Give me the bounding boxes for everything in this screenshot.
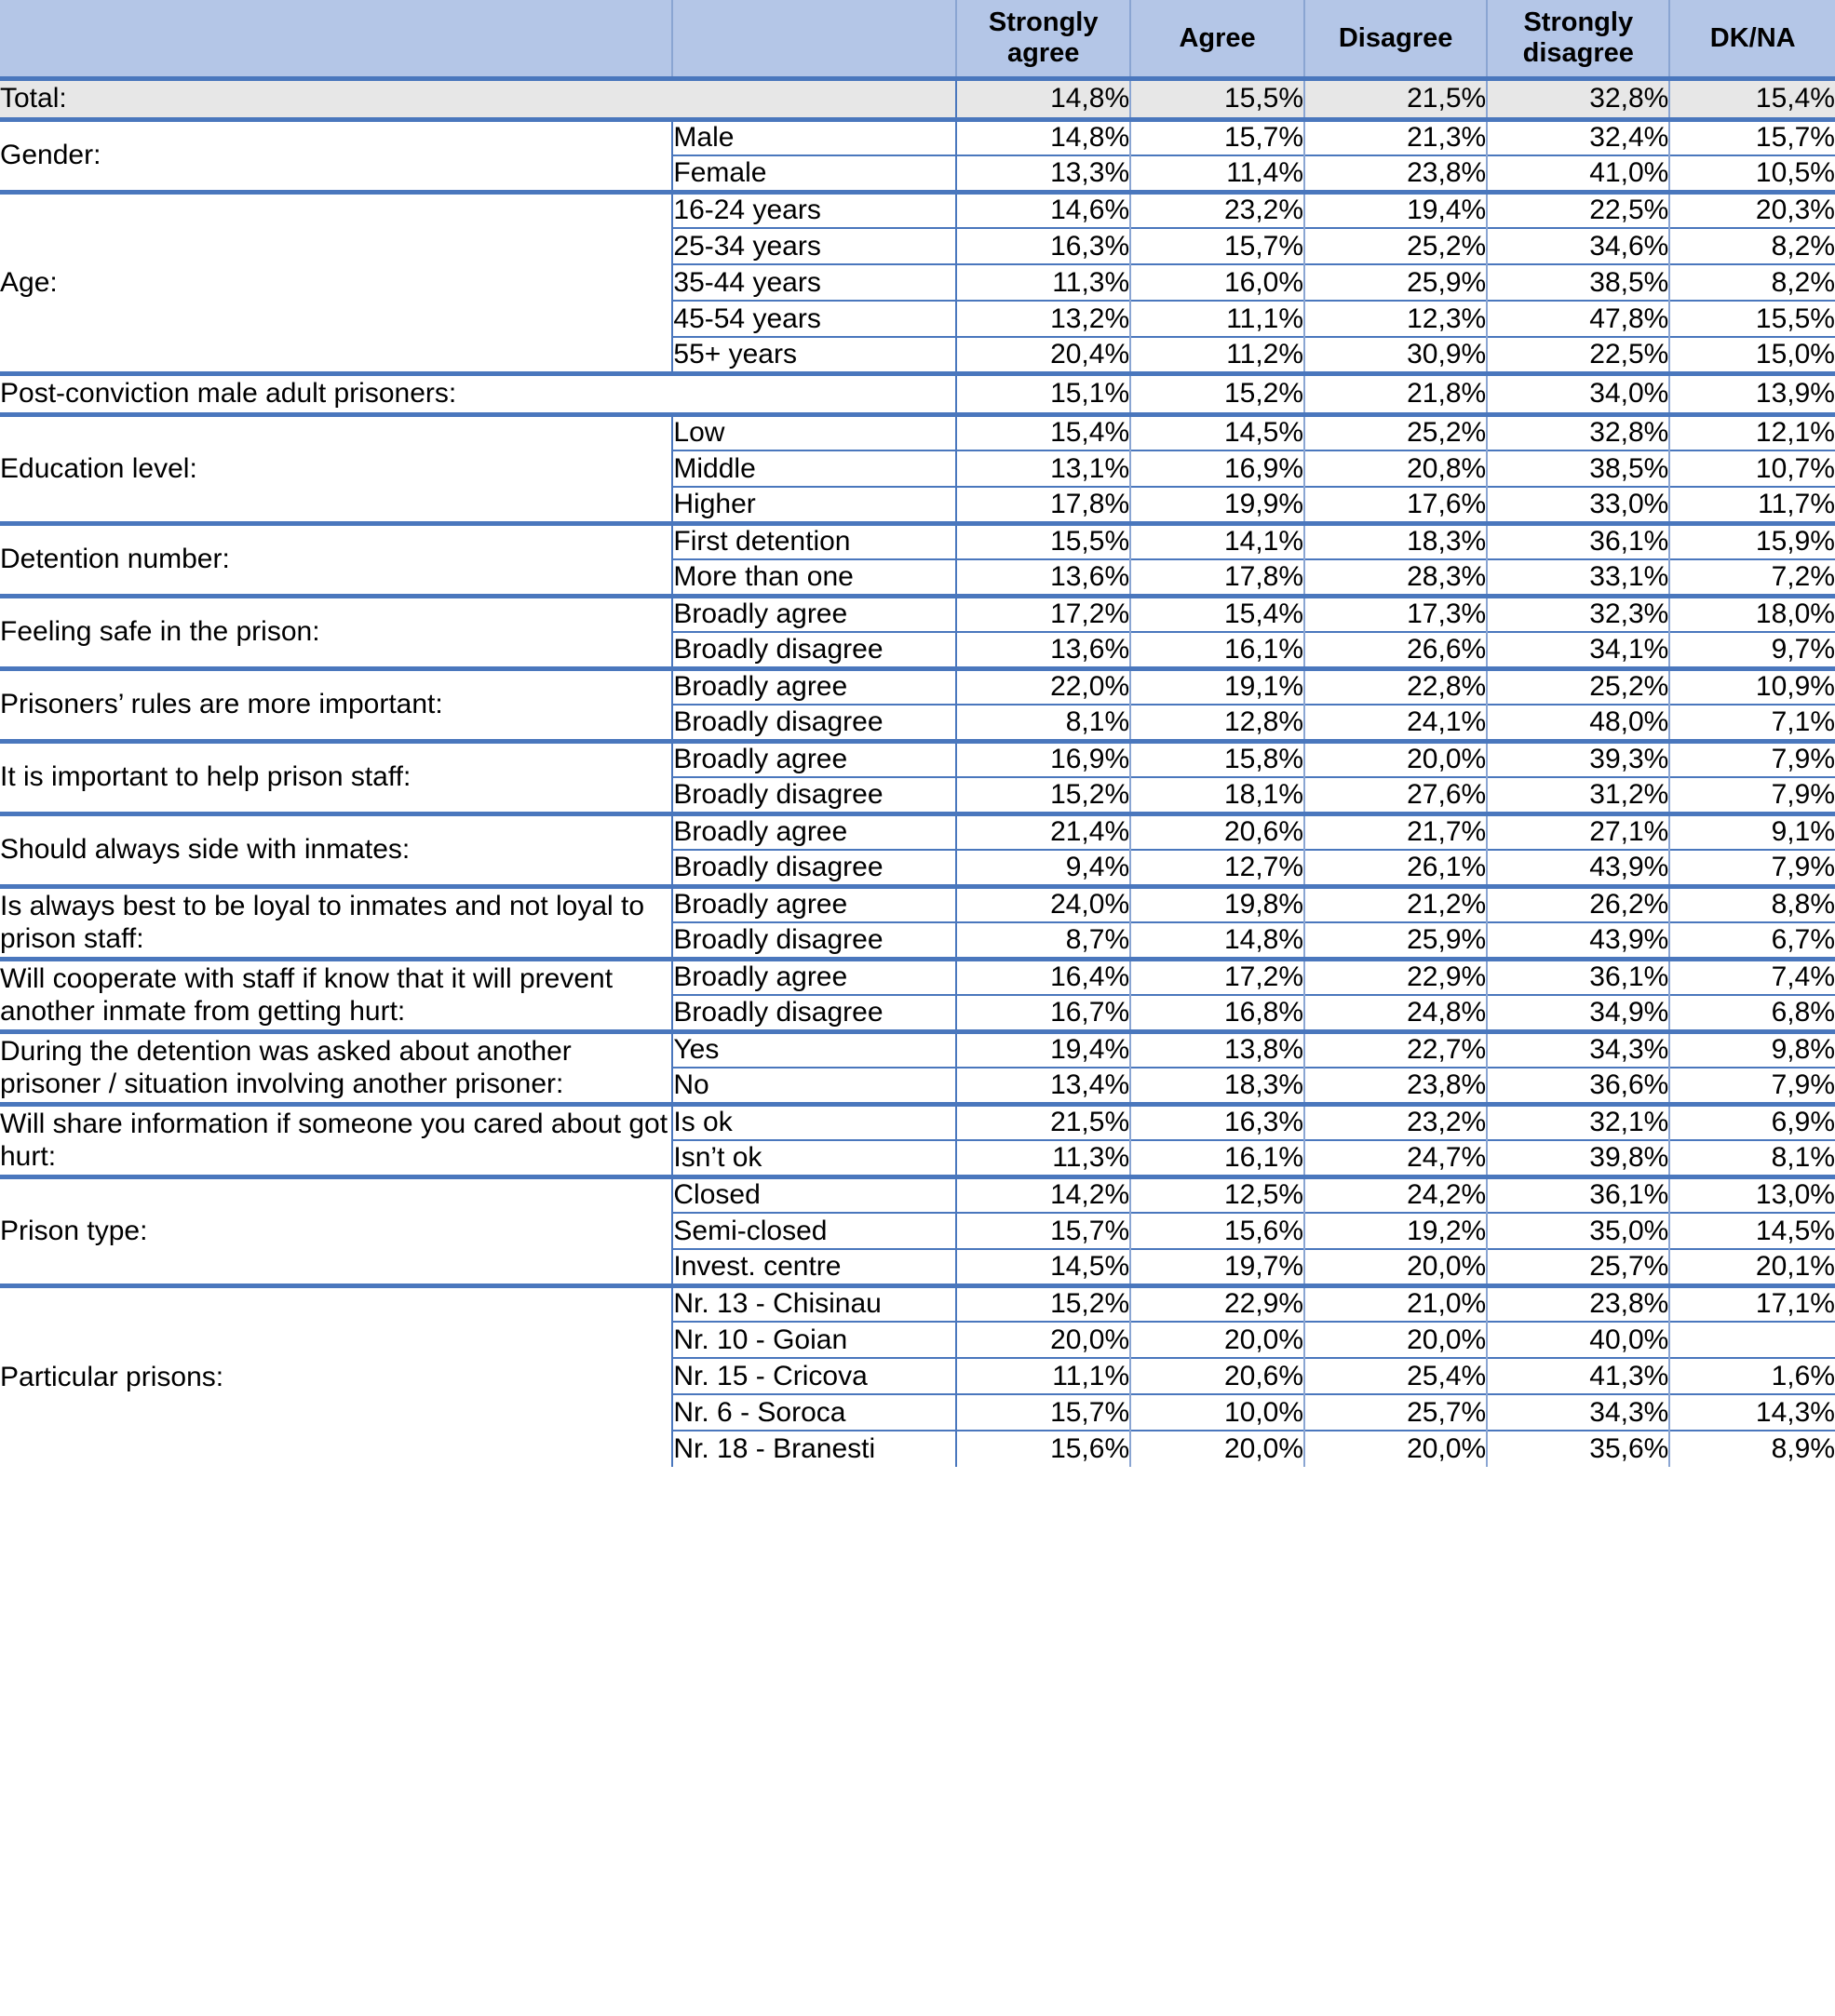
data-cell: 16,3%: [956, 228, 1130, 264]
data-cell: 11,1%: [956, 1358, 1130, 1394]
table-row: [0, 523, 1835, 559]
subcategory-label: Semi-closed: [672, 1213, 956, 1249]
subcategory-label: 35-44 years: [672, 264, 956, 301]
data-cell: 39,8%: [1487, 1140, 1669, 1176]
subcategory-label: Broadly disagree: [672, 995, 956, 1031]
table-row: [0, 119, 1835, 155]
data-cell: 15,7%: [956, 1213, 1130, 1249]
data-cell: 14,6%: [956, 192, 1130, 228]
data-cell: 17,3%: [1304, 596, 1487, 632]
data-cell: 16,8%: [1130, 995, 1304, 1031]
data-cell: 19,2%: [1304, 1213, 1487, 1249]
subcategory-label: Higher: [672, 487, 956, 523]
data-cell: 17,2%: [1130, 959, 1304, 995]
data-cell: 25,2%: [1304, 228, 1487, 264]
subcategory-label: First detention: [672, 523, 956, 559]
data-cell: 17,1%: [1669, 1285, 1835, 1322]
group-label: Is always best to be loyal to inmates and not loyal to prison staff:: [0, 886, 672, 959]
table-row: [0, 1176, 1835, 1213]
data-cell: 21,8%: [1304, 373, 1487, 414]
data-cell: 40,0%: [1487, 1322, 1669, 1358]
data-cell: 22,9%: [1130, 1285, 1304, 1322]
data-cell: 25,2%: [1304, 414, 1487, 450]
data-cell: 20,6%: [1130, 813, 1304, 850]
header-strongly-agree: Strongly agree: [956, 0, 1130, 78]
group-label: Age:: [0, 192, 672, 373]
table-row: [0, 741, 1835, 777]
data-cell: 6,9%: [1669, 1104, 1835, 1140]
data-cell: 19,7%: [1130, 1249, 1304, 1285]
subcategory-label: Middle: [672, 450, 956, 487]
data-cell: 10,9%: [1669, 668, 1835, 705]
data-cell: 19,4%: [1304, 192, 1487, 228]
data-cell: 23,8%: [1304, 1068, 1487, 1104]
subcategory-label: Male: [672, 119, 956, 155]
data-cell: 32,3%: [1487, 596, 1669, 632]
data-cell: 25,7%: [1304, 1394, 1487, 1431]
data-cell: 15,5%: [956, 523, 1130, 559]
data-cell: 7,9%: [1669, 850, 1835, 886]
data-cell: 15,2%: [956, 777, 1130, 813]
data-cell: 14,8%: [956, 78, 1130, 119]
header-row: [0, 0, 1835, 78]
data-cell: 14,5%: [956, 1249, 1130, 1285]
data-cell: 15,5%: [1130, 78, 1304, 119]
data-cell: 20,0%: [1304, 1322, 1487, 1358]
table-body: [0, 78, 1835, 1467]
group-label: It is important to help prison staff:: [0, 741, 672, 813]
data-cell: 36,1%: [1487, 959, 1669, 995]
data-cell: 43,9%: [1487, 850, 1669, 886]
data-cell: 26,1%: [1304, 850, 1487, 886]
data-cell: 15,4%: [1130, 596, 1304, 632]
table-row: [0, 886, 1835, 922]
data-cell: 39,3%: [1487, 741, 1669, 777]
data-cell: 12,5%: [1130, 1176, 1304, 1213]
data-cell: 20,4%: [956, 337, 1130, 373]
subcategory-label: Nr. 6 - Soroca: [672, 1394, 956, 1431]
data-cell: 20,1%: [1669, 1249, 1835, 1285]
data-cell: 17,8%: [1130, 559, 1304, 596]
data-cell: 15,0%: [1669, 337, 1835, 373]
group-label: Will cooperate with staff if know that it will prevent another inmate from getting hurt:: [0, 959, 672, 1031]
data-cell: 16,9%: [1130, 450, 1304, 487]
data-cell: 21,5%: [956, 1104, 1130, 1140]
data-cell: 8,2%: [1669, 264, 1835, 301]
data-cell: 12,3%: [1304, 301, 1487, 337]
subcategory-label: Broadly disagree: [672, 777, 956, 813]
data-cell: 47,8%: [1487, 301, 1669, 337]
data-cell: 20,6%: [1130, 1358, 1304, 1394]
data-cell: 24,1%: [1304, 705, 1487, 741]
data-cell: 10,0%: [1130, 1394, 1304, 1431]
group-label: Particular prisons:: [0, 1285, 672, 1467]
data-cell: 13,2%: [956, 301, 1130, 337]
data-cell: 19,9%: [1130, 487, 1304, 523]
data-cell: 8,8%: [1669, 886, 1835, 922]
data-cell: 15,6%: [1130, 1213, 1304, 1249]
data-cell: 27,6%: [1304, 777, 1487, 813]
data-cell: 33,1%: [1487, 559, 1669, 596]
data-cell: 7,2%: [1669, 559, 1835, 596]
data-cell: 27,1%: [1487, 813, 1669, 850]
header-disagree: Disagree: [1304, 0, 1487, 78]
data-cell: 16,3%: [1130, 1104, 1304, 1140]
data-cell: 14,5%: [1669, 1213, 1835, 1249]
data-cell: 22,5%: [1487, 337, 1669, 373]
subcategory-label: 25-34 years: [672, 228, 956, 264]
data-cell: 8,7%: [956, 922, 1130, 959]
data-cell: 34,3%: [1487, 1031, 1669, 1068]
data-cell: 20,0%: [956, 1322, 1130, 1358]
data-cell: 12,1%: [1669, 414, 1835, 450]
table-header: [0, 0, 1835, 78]
data-cell: 19,1%: [1130, 668, 1304, 705]
data-cell: 15,7%: [1130, 119, 1304, 155]
data-cell: 30,9%: [1304, 337, 1487, 373]
group-label: During the detention was asked about another prisoner / situation involving another prisoner:: [0, 1031, 672, 1104]
data-cell: 25,2%: [1487, 668, 1669, 705]
data-cell: 38,5%: [1487, 450, 1669, 487]
data-cell: 8,2%: [1669, 228, 1835, 264]
data-cell: 17,6%: [1304, 487, 1487, 523]
data-cell: 36,6%: [1487, 1068, 1669, 1104]
data-cell: 11,7%: [1669, 487, 1835, 523]
header-dk-na: DK/NA: [1669, 0, 1835, 78]
data-cell: 11,3%: [956, 1140, 1130, 1176]
data-cell: 21,0%: [1304, 1285, 1487, 1322]
data-cell: 16,0%: [1130, 264, 1304, 301]
group-label: Post-conviction male adult prisoners:: [0, 373, 956, 414]
subcategory-label: 45-54 years: [672, 301, 956, 337]
data-cell: 7,1%: [1669, 705, 1835, 741]
data-cell: 23,8%: [1487, 1285, 1669, 1322]
group-label: Total:: [0, 78, 956, 119]
data-cell: 41,3%: [1487, 1358, 1669, 1394]
subcategory-label: Female: [672, 155, 956, 192]
subcategory-label: Nr. 13 - Chisinau: [672, 1285, 956, 1322]
data-cell: 17,2%: [956, 596, 1130, 632]
group-label: Prisoners’ rules are more important:: [0, 668, 672, 741]
data-cell: 38,5%: [1487, 264, 1669, 301]
data-cell: 32,4%: [1487, 119, 1669, 155]
data-cell: 12,8%: [1130, 705, 1304, 741]
data-cell: 23,2%: [1130, 192, 1304, 228]
data-cell: 41,0%: [1487, 155, 1669, 192]
subcategory-label: Broadly disagree: [672, 850, 956, 886]
data-cell: 15,8%: [1130, 741, 1304, 777]
data-cell: 10,5%: [1669, 155, 1835, 192]
table-row: [0, 668, 1835, 705]
subcategory-label: Invest. centre: [672, 1249, 956, 1285]
table-row: [0, 192, 1835, 228]
data-cell: 18,3%: [1130, 1068, 1304, 1104]
data-cell: 32,1%: [1487, 1104, 1669, 1140]
data-cell: 8,9%: [1669, 1431, 1835, 1467]
table-row: [0, 373, 1835, 414]
data-cell: 36,1%: [1487, 523, 1669, 559]
data-cell: 25,9%: [1304, 922, 1487, 959]
data-cell: 21,2%: [1304, 886, 1487, 922]
data-cell: 36,1%: [1487, 1176, 1669, 1213]
subcategory-label: Isn’t ok: [672, 1140, 956, 1176]
data-cell: 21,5%: [1304, 78, 1487, 119]
data-cell: 20,0%: [1130, 1431, 1304, 1467]
data-cell: 7,9%: [1669, 1068, 1835, 1104]
table-row: [0, 1285, 1835, 1322]
data-cell: 11,1%: [1130, 301, 1304, 337]
data-cell: 15,7%: [956, 1394, 1130, 1431]
data-cell: 34,9%: [1487, 995, 1669, 1031]
data-cell: 24,8%: [1304, 995, 1487, 1031]
group-label: Education level:: [0, 414, 672, 523]
subcategory-label: Broadly agree: [672, 886, 956, 922]
data-cell: 14,8%: [956, 119, 1130, 155]
data-cell: 34,6%: [1487, 228, 1669, 264]
data-cell: 20,0%: [1304, 741, 1487, 777]
data-cell: 22,8%: [1304, 668, 1487, 705]
data-cell: 9,1%: [1669, 813, 1835, 850]
data-cell: 15,1%: [956, 373, 1130, 414]
table-row: [0, 959, 1835, 995]
data-cell: 20,0%: [1304, 1249, 1487, 1285]
data-cell: 22,7%: [1304, 1031, 1487, 1068]
data-cell: 21,3%: [1304, 119, 1487, 155]
group-label: Prison type:: [0, 1176, 672, 1285]
data-cell: 26,2%: [1487, 886, 1669, 922]
data-cell: 15,7%: [1669, 119, 1835, 155]
data-cell: 19,8%: [1130, 886, 1304, 922]
data-cell: 28,3%: [1304, 559, 1487, 596]
data-cell: 22,9%: [1304, 959, 1487, 995]
group-label: Detention number:: [0, 523, 672, 596]
subcategory-label: No: [672, 1068, 956, 1104]
data-cell: 23,8%: [1304, 155, 1487, 192]
data-cell: 9,4%: [956, 850, 1130, 886]
data-cell: 13,4%: [956, 1068, 1130, 1104]
data-cell: 13,3%: [956, 155, 1130, 192]
data-cell: 43,9%: [1487, 922, 1669, 959]
subcategory-label: Broadly disagree: [672, 705, 956, 741]
data-cell: 25,4%: [1304, 1358, 1487, 1394]
subcategory-label: Broadly disagree: [672, 632, 956, 668]
data-cell: 35,0%: [1487, 1213, 1669, 1249]
data-cell: 15,2%: [956, 1285, 1130, 1322]
data-cell: 15,7%: [1130, 228, 1304, 264]
data-cell: 18,0%: [1669, 596, 1835, 632]
data-cell: 13,1%: [956, 450, 1130, 487]
data-cell: 8,1%: [956, 705, 1130, 741]
table-row: [0, 1104, 1835, 1140]
subcategory-label: Broadly agree: [672, 741, 956, 777]
table-row: [0, 414, 1835, 450]
data-cell: 13,0%: [1669, 1176, 1835, 1213]
data-cell: 24,0%: [956, 886, 1130, 922]
data-cell: 17,8%: [956, 487, 1130, 523]
group-label: Gender:: [0, 119, 672, 192]
group-label: Feeling safe in the prison:: [0, 596, 672, 668]
data-cell: 11,3%: [956, 264, 1130, 301]
data-cell: 16,7%: [956, 995, 1130, 1031]
data-cell: 20,3%: [1669, 192, 1835, 228]
data-cell: 15,4%: [1669, 78, 1835, 119]
data-cell: 18,1%: [1130, 777, 1304, 813]
data-cell: 35,6%: [1487, 1431, 1669, 1467]
data-cell: 12,7%: [1130, 850, 1304, 886]
data-cell: 24,7%: [1304, 1140, 1487, 1176]
data-cell: 15,2%: [1130, 373, 1304, 414]
data-cell: 25,9%: [1304, 264, 1487, 301]
data-cell: 20,0%: [1130, 1322, 1304, 1358]
subcategory-label: Broadly disagree: [672, 922, 956, 959]
data-cell: 16,1%: [1130, 632, 1304, 668]
header-strongly-disagree: Strongly disagree: [1487, 0, 1669, 78]
data-cell: 14,1%: [1130, 523, 1304, 559]
data-cell: 10,7%: [1669, 450, 1835, 487]
table-row: [0, 78, 1835, 119]
data-cell: 7,9%: [1669, 741, 1835, 777]
header-sub-blank: [672, 0, 956, 78]
data-cell: 32,8%: [1487, 414, 1669, 450]
data-cell: 15,6%: [956, 1431, 1130, 1467]
table-row: [0, 596, 1835, 632]
data-cell: 11,4%: [1130, 155, 1304, 192]
data-cell: 16,4%: [956, 959, 1130, 995]
data-cell: 14,3%: [1669, 1394, 1835, 1431]
header-agree: Agree: [1130, 0, 1304, 78]
data-cell: 7,9%: [1669, 777, 1835, 813]
data-cell: 9,7%: [1669, 632, 1835, 668]
data-cell: 34,3%: [1487, 1394, 1669, 1431]
data-cell: 34,0%: [1487, 373, 1669, 414]
data-cell: 13,8%: [1130, 1031, 1304, 1068]
group-label: Should always side with inmates:: [0, 813, 672, 886]
subcategory-label: Broadly agree: [672, 596, 956, 632]
subcategory-label: Nr. 10 - Goian: [672, 1322, 956, 1358]
subcategory-label: Is ok: [672, 1104, 956, 1140]
subcategory-label: Broadly agree: [672, 959, 956, 995]
data-cell: 13,6%: [956, 559, 1130, 596]
data-cell: 21,4%: [956, 813, 1130, 850]
data-cell: 14,5%: [1130, 414, 1304, 450]
table-row: [0, 813, 1835, 850]
data-cell: 31,2%: [1487, 777, 1669, 813]
data-cell: 20,0%: [1304, 1431, 1487, 1467]
data-cell: 21,7%: [1304, 813, 1487, 850]
data-cell: 20,8%: [1304, 450, 1487, 487]
data-cell: 15,9%: [1669, 523, 1835, 559]
data-cell: 22,5%: [1487, 192, 1669, 228]
data-cell: 7,4%: [1669, 959, 1835, 995]
data-cell: 15,4%: [956, 414, 1130, 450]
data-cell: 8,1%: [1669, 1140, 1835, 1176]
data-cell: 16,9%: [956, 741, 1130, 777]
data-cell: 23,2%: [1304, 1104, 1487, 1140]
data-cell: 9,8%: [1669, 1031, 1835, 1068]
data-cell: 19,4%: [956, 1031, 1130, 1068]
data-cell: 11,2%: [1130, 337, 1304, 373]
data-cell: 13,9%: [1669, 373, 1835, 414]
subcategory-label: Nr. 18 - Branesti: [672, 1431, 956, 1467]
subcategory-label: 55+ years: [672, 337, 956, 373]
subcategory-label: Closed: [672, 1176, 956, 1213]
data-cell: 22,0%: [956, 668, 1130, 705]
data-cell: 18,3%: [1304, 523, 1487, 559]
data-cell: 13,6%: [956, 632, 1130, 668]
subcategory-label: Nr. 15 - Cricova: [672, 1358, 956, 1394]
subcategory-label: More than one: [672, 559, 956, 596]
data-cell: 48,0%: [1487, 705, 1669, 741]
subcategory-label: Broadly agree: [672, 668, 956, 705]
group-label: Will share information if someone you cared about got hurt:: [0, 1104, 672, 1176]
data-cell: 32,8%: [1487, 78, 1669, 119]
data-cell: 6,8%: [1669, 995, 1835, 1031]
subcategory-label: Yes: [672, 1031, 956, 1068]
subcategory-label: 16-24 years: [672, 192, 956, 228]
data-cell: 14,8%: [1130, 922, 1304, 959]
subcategory-label: Low: [672, 414, 956, 450]
data-cell: 15,5%: [1669, 301, 1835, 337]
data-cell: 34,1%: [1487, 632, 1669, 668]
data-cell: 16,1%: [1130, 1140, 1304, 1176]
data-cell: 6,7%: [1669, 922, 1835, 959]
data-cell: 24,2%: [1304, 1176, 1487, 1213]
data-cell: 1,6%: [1669, 1358, 1835, 1394]
data-cell: 25,7%: [1487, 1249, 1669, 1285]
header-label-blank: [0, 0, 672, 78]
data-cell: [1669, 1322, 1835, 1358]
table-row: [0, 1031, 1835, 1068]
data-cell: 14,2%: [956, 1176, 1130, 1213]
data-cell: 33,0%: [1487, 487, 1669, 523]
subcategory-label: Broadly agree: [672, 813, 956, 850]
data-cell: 26,6%: [1304, 632, 1487, 668]
